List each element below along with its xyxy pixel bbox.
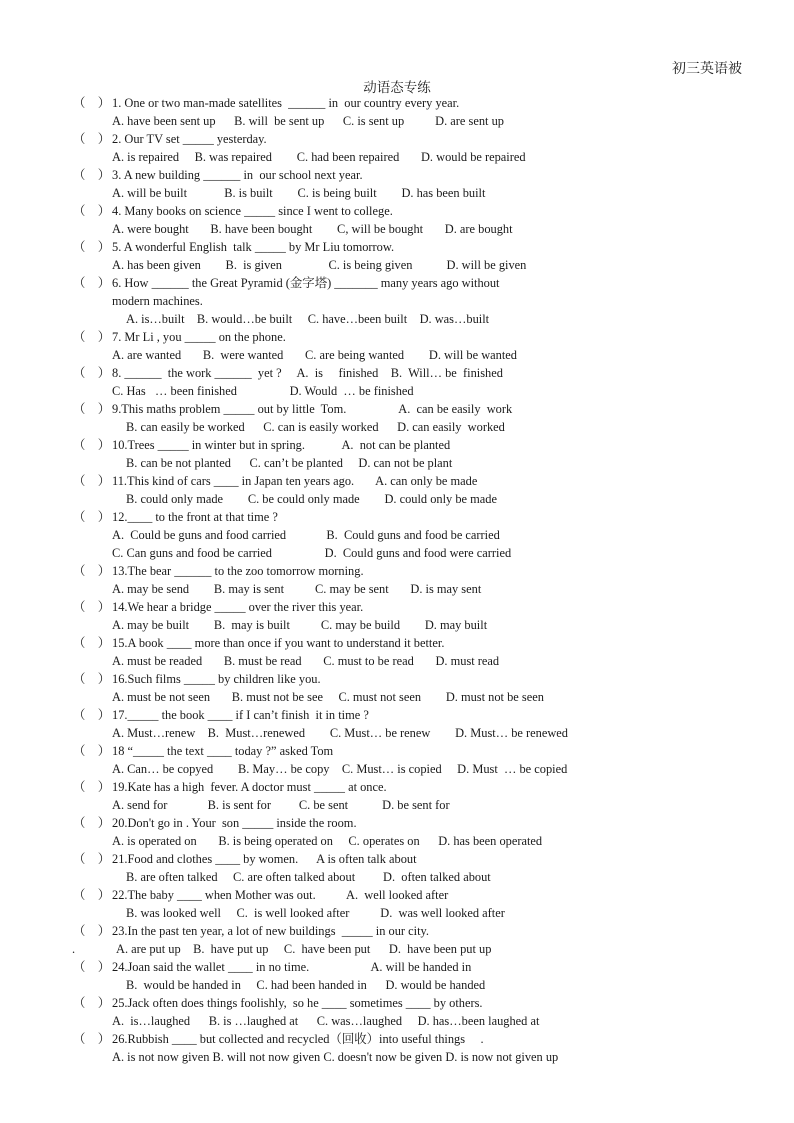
answer-options: B. can easily be worked C. can is easily worked D. can easily worked <box>126 420 505 434</box>
question-line <box>0 472 794 490</box>
options-line <box>0 184 794 202</box>
answer-blank[interactable]: （ ） <box>73 924 111 938</box>
options-line <box>0 418 794 436</box>
question-line <box>0 166 794 184</box>
question-stem: 8. ______ the work ______ yet ? A. is finished B. Will… be finished <box>112 366 503 380</box>
answer-options: A. must be readed B. must be read C. must to be read D. must read <box>112 654 500 668</box>
answer-options: A. are put up B. have put up C. have been put D. have been put up <box>116 942 492 956</box>
question-line <box>0 850 794 868</box>
question-line <box>0 202 794 220</box>
question-line <box>0 130 794 148</box>
question-line <box>0 634 794 652</box>
options-line <box>0 580 794 598</box>
answer-blank[interactable]: （ ） <box>73 366 111 380</box>
options-line <box>0 382 794 400</box>
question-stem: 6. How ______ the Great Pyramid (金字塔) _______ many years ago without <box>112 276 500 290</box>
options-line <box>0 796 794 814</box>
answer-options: A. is not now given B. will not now given C. doesn't now be given D. is now not given up <box>112 1050 559 1064</box>
options-line <box>0 310 794 328</box>
options-line <box>0 688 794 706</box>
question-line <box>0 238 794 256</box>
question-line <box>0 742 794 760</box>
question-stem: 20.Don't go in . Your son _____ inside the room. <box>112 816 357 830</box>
answer-blank[interactable]: （ ） <box>73 564 111 578</box>
answer-options: B. are often talked C. are often talked about D. often talked about <box>126 870 491 884</box>
answer-blank[interactable]: （ ） <box>73 816 111 830</box>
header-course-label: 初三英语被 <box>672 62 742 77</box>
answer-options: C. Can guns and food be carried D. Could guns and food were carried <box>112 546 512 560</box>
question-line <box>0 670 794 688</box>
question-line <box>0 328 794 346</box>
answer-options: A. is…built B. would…be built C. have…been built D. was…built <box>126 312 490 326</box>
question-stem: 2. Our TV set _____ yesterday. <box>112 132 267 146</box>
answer-options: A. were bought B. have been bought C, will be bought D. are bought <box>112 222 513 236</box>
question-stem: 15.A book ____ more than once if you want to understand it better. <box>112 636 445 650</box>
answer-options: B. can be not planted C. can’t be planted D. can not be plant <box>126 456 453 470</box>
options-line <box>0 148 794 166</box>
options-line <box>0 724 794 742</box>
answer-options: A. Can… be copyed B. May… be copy C. Must… is copied D. Must … be copied <box>112 762 568 776</box>
options-line <box>0 1048 794 1066</box>
options-line <box>0 454 794 472</box>
question-line <box>0 562 794 580</box>
question-stem: 12.____ to the front at that time ? <box>112 510 278 524</box>
answer-blank[interactable]: （ ） <box>73 888 111 902</box>
options-line <box>0 526 794 544</box>
answer-blank[interactable]: （ ） <box>73 402 111 416</box>
stray-dot: . <box>72 942 76 956</box>
question-line <box>0 94 794 112</box>
answer-blank[interactable]: （ ） <box>73 600 111 614</box>
options-line <box>0 940 794 958</box>
answer-blank[interactable]: （ ） <box>73 330 111 344</box>
answer-blank[interactable]: （ ） <box>73 204 111 218</box>
options-line <box>0 616 794 634</box>
answer-options: B. was looked well C. is well looked after D. was well looked after <box>126 906 505 920</box>
options-line <box>0 868 794 886</box>
question-line <box>0 364 794 382</box>
question-line <box>0 1030 794 1048</box>
question-line <box>0 778 794 796</box>
question-stem: 22.The baby ____ when Mother was out. A. well looked after <box>112 888 449 902</box>
question-stem: 19.Kate has a high fever. A doctor must _____ at once. <box>112 780 387 794</box>
question-line <box>0 508 794 526</box>
question-stem: 7. Mr Li , you _____ on the phone. <box>112 330 286 344</box>
answer-options: A. Could be guns and food carried B. Could guns and food be carried <box>112 528 500 542</box>
answer-blank[interactable]: （ ） <box>73 132 111 146</box>
question-stem: 25.Jack often does things foolishly, so he ____ sometimes ____ by others. <box>112 996 483 1010</box>
options-line <box>0 220 794 238</box>
answer-blank[interactable]: （ ） <box>73 474 111 488</box>
question-stem: 18 “_____ the text ____ today ?” asked Tom <box>112 744 334 758</box>
options-line <box>0 292 794 310</box>
answer-options: A. is operated on B. is being operated on C. operates on D. has been operated <box>112 834 543 848</box>
answer-options: modern machines. <box>112 294 203 308</box>
answer-options: A. have been sent up B. will be sent up C. is sent up D. are sent up <box>112 114 504 128</box>
question-line <box>0 706 794 724</box>
question-stem: 14.We hear a bridge _____ over the river this year. <box>112 600 364 614</box>
answer-blank[interactable]: （ ） <box>73 240 111 254</box>
question-line <box>0 814 794 832</box>
question-line <box>0 436 794 454</box>
question-list <box>0 94 794 1066</box>
answer-options: A. Must…renew B. Must…renewed C. Must… be renew D. Must… be renewed <box>112 726 568 740</box>
question-line <box>0 886 794 904</box>
answer-blank[interactable]: （ ） <box>73 276 111 290</box>
question-stem: 23.In the past ten year, a lot of new buildings _____ in our city. <box>112 924 430 938</box>
options-line <box>0 976 794 994</box>
question-line <box>0 598 794 616</box>
question-line <box>0 922 794 940</box>
question-stem: 5. A wonderful English talk _____ by Mr Liu tomorrow. <box>112 240 395 254</box>
options-line <box>0 112 794 130</box>
answer-options: A. will be built B. is built C. is being built D. has been built <box>112 186 486 200</box>
answer-blank[interactable]: （ ） <box>73 636 111 650</box>
options-line <box>0 490 794 508</box>
question-stem: 16.Such films _____ by children like you. <box>112 672 321 686</box>
question-line <box>0 400 794 418</box>
answer-blank[interactable]: （ ） <box>73 168 111 182</box>
answer-blank[interactable]: （ ） <box>73 96 111 110</box>
answer-blank[interactable]: （ ） <box>73 1032 111 1046</box>
answer-options: A. may be send B. may is sent C. may be sent D. is may sent <box>112 582 482 596</box>
question-stem: 11.This kind of cars ____ in Japan ten years ago. A. can only be made <box>112 474 478 488</box>
page-title: 动语态专练 <box>363 80 431 95</box>
question-stem: 13.The bear ______ to the zoo tomorrow morning. <box>112 564 364 578</box>
options-line <box>0 904 794 922</box>
options-line <box>0 256 794 274</box>
answer-options: A. must be not seen B. must not be see C. must not seen D. must not be seen <box>112 690 544 704</box>
answer-blank[interactable]: （ ） <box>73 780 111 794</box>
question-line <box>0 274 794 292</box>
answer-options: A. may be built B. may is built C. may be build D. may built <box>112 618 488 632</box>
options-line <box>0 760 794 778</box>
answer-blank[interactable]: （ ） <box>73 510 111 524</box>
answer-options: A. are wanted B. were wanted C. are being wanted D. will be wanted <box>112 348 517 362</box>
answer-options: C. Has … been finished D. Would … be finished <box>112 384 414 398</box>
answer-blank[interactable]: （ ） <box>73 672 111 686</box>
question-stem: 24.Joan said the wallet ____ in no time. A. will be handed in <box>112 960 472 974</box>
answer-blank[interactable]: （ ） <box>73 996 111 1010</box>
options-line <box>0 1012 794 1030</box>
answer-blank[interactable]: （ ） <box>73 852 111 866</box>
answer-blank[interactable]: （ ） <box>73 438 111 452</box>
question-stem: 21.Food and clothes ____ by women. A is often talk about <box>112 852 417 866</box>
question-line <box>0 994 794 1012</box>
question-stem: 4. Many books on science _____ since I went to college. <box>112 204 393 218</box>
question-stem: 1. One or two man-made satellites ______ in our country every year. <box>112 96 460 110</box>
answer-options: A. send for B. is sent for C. be sent D. be sent for <box>112 798 450 812</box>
question-stem: 3. A new building ______ in our school next year. <box>112 168 363 182</box>
answer-options: A. has been given B. is given C. is being given D. will be given <box>112 258 527 272</box>
answer-options: A. is…laughed B. is …laughed at C. was…laughed D. has…been laughed at <box>112 1014 540 1028</box>
answer-blank[interactable]: （ ） <box>73 744 111 758</box>
options-line <box>0 346 794 364</box>
answer-options: B. would be handed in C. had been handed in D. would be handed <box>126 978 486 992</box>
question-stem: 10.Trees _____ in winter but in spring. A. not can be planted <box>112 438 451 452</box>
answer-options: A. is repaired B. was repaired C. had been repaired D. would be repaired <box>112 150 526 164</box>
question-stem: 26.Rubbish ____ but collected and recycled（回收）into useful things . <box>112 1032 484 1046</box>
answer-blank[interactable]: （ ） <box>73 960 111 974</box>
question-stem: 17._____ the book ____ if I can’t finish it in time ? <box>112 708 369 722</box>
answer-options: B. could only made C. be could only made D. could only be made <box>126 492 497 506</box>
question-line <box>0 958 794 976</box>
answer-blank[interactable]: （ ） <box>73 708 111 722</box>
options-line <box>0 544 794 562</box>
question-stem: 9.This maths problem _____ out by little Tom. A. can be easily work <box>112 402 513 416</box>
options-line <box>0 832 794 850</box>
options-line <box>0 652 794 670</box>
